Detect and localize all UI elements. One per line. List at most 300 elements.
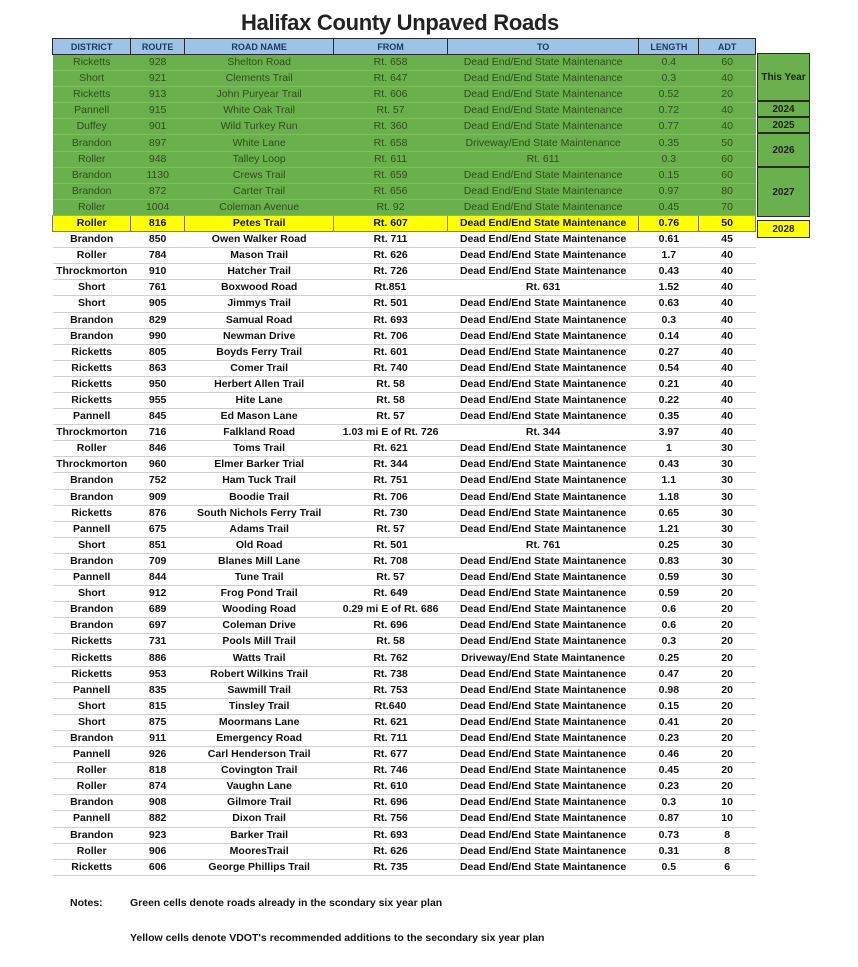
- cell-district: Brandon: [53, 232, 131, 248]
- cell-from: Rt. 711: [334, 730, 447, 746]
- cell-district: Pannell: [53, 521, 131, 537]
- cell-length: 0.45: [639, 199, 699, 215]
- cell-length: 0.52: [639, 87, 699, 103]
- cell-adt: 20: [699, 586, 756, 602]
- cell-length: 0.98: [639, 682, 699, 698]
- cell-road-name: Barker Trail: [184, 827, 333, 843]
- cell-road-name: Tinsley Trail: [184, 698, 333, 714]
- cell-road-name: Clements Trail: [184, 71, 333, 87]
- cell-to: Dead End/End State Maintenance: [447, 119, 639, 135]
- cell-route: 953: [131, 666, 185, 682]
- cell-district: Brandon: [53, 183, 131, 199]
- cell-length: 0.72: [639, 103, 699, 119]
- cell-length: 0.35: [639, 135, 699, 151]
- cell-length: 0.25: [639, 537, 699, 553]
- cell-road-name: Coleman Avenue: [184, 199, 333, 215]
- table-row: [53, 553, 756, 569]
- cell-to: Dead End/End State Maintanence: [447, 489, 639, 505]
- cell-length: 0.15: [639, 698, 699, 714]
- page-title: Halifax County Unpaved Roads: [241, 10, 559, 35]
- cell-route: 912: [131, 586, 185, 602]
- table-row: [53, 714, 756, 730]
- cell-route: 818: [131, 763, 185, 779]
- cell-district: Short: [53, 296, 131, 312]
- table-row: [53, 103, 756, 119]
- cell-road-name: Carl Henderson Trail: [184, 747, 333, 763]
- cell-from: Rt. 58: [334, 376, 447, 392]
- cell-district: Brandon: [53, 135, 131, 151]
- cell-district: Brandon: [53, 827, 131, 843]
- cell-to: Dead End/End State Maintenance: [447, 215, 639, 231]
- cell-route: 845: [131, 409, 185, 425]
- cell-district: Short: [53, 537, 131, 553]
- cell-route: 948: [131, 151, 185, 167]
- cell-length: 0.43: [639, 264, 699, 280]
- table-row: [53, 859, 756, 875]
- cell-road-name: White Lane: [184, 135, 333, 151]
- cell-from: Rt. 606: [334, 87, 447, 103]
- cell-adt: 30: [699, 441, 756, 457]
- cell-district: Roller: [53, 763, 131, 779]
- cell-from: Rt. 738: [334, 666, 447, 682]
- cell-from: Rt. 58: [334, 392, 447, 408]
- cell-district: Brandon: [53, 489, 131, 505]
- cell-route: 905: [131, 296, 185, 312]
- cell-from: Rt. 621: [334, 441, 447, 457]
- cell-length: 0.27: [639, 344, 699, 360]
- cell-adt: 20: [699, 714, 756, 730]
- cell-adt: 40: [699, 312, 756, 328]
- cell-road-name: Sawmill Trail: [184, 682, 333, 698]
- cell-length: 0.45: [639, 763, 699, 779]
- cell-road-name: Toms Trail: [184, 441, 333, 457]
- table-row: [53, 71, 756, 87]
- cell-from: Rt. 626: [334, 248, 447, 264]
- cell-from: 0.29 mi E of Rt. 686: [334, 602, 447, 618]
- cell-length: 0.23: [639, 730, 699, 746]
- cell-road-name: Comer Trail: [184, 360, 333, 376]
- cell-from: Rt. 360: [334, 119, 447, 135]
- cell-length: 0.63: [639, 296, 699, 312]
- cell-length: 0.43: [639, 457, 699, 473]
- cell-adt: 40: [699, 280, 756, 296]
- cell-route: 928: [131, 55, 185, 71]
- cell-road-name: Ham Tuck Trail: [184, 473, 333, 489]
- table-row: [53, 296, 756, 312]
- notes-label: Notes:: [70, 897, 103, 909]
- cell-to: Dead End/End State Maintanence: [447, 698, 639, 714]
- cell-length: 0.54: [639, 360, 699, 376]
- cell-length: 0.65: [639, 505, 699, 521]
- cell-district: Pannell: [53, 682, 131, 698]
- cell-from: Rt. 711: [334, 232, 447, 248]
- cell-adt: 20: [699, 602, 756, 618]
- cell-adt: 8: [699, 827, 756, 843]
- cell-adt: 20: [699, 682, 756, 698]
- cell-from: Rt.640: [334, 698, 447, 714]
- cell-adt: 30: [699, 537, 756, 553]
- cell-from: Rt. 658: [334, 135, 447, 151]
- cell-district: Ricketts: [53, 392, 131, 408]
- table-row: [53, 747, 756, 763]
- cell-route: 911: [131, 730, 185, 746]
- cell-route: 1004: [131, 199, 185, 215]
- table-header-row: [53, 39, 756, 55]
- cell-to: Dead End/End State Maintanence: [447, 827, 639, 843]
- cell-from: Rt. 762: [334, 650, 447, 666]
- cell-district: Short: [53, 280, 131, 296]
- cell-route: 906: [131, 843, 185, 859]
- cell-road-name: Frog Pond Trail: [184, 586, 333, 602]
- cell-to: Dead End/End State Maintanence: [447, 682, 639, 698]
- header-route: ROUTE: [131, 39, 185, 55]
- cell-adt: 40: [699, 264, 756, 280]
- cell-to: Dead End/End State Maintenance: [447, 71, 639, 87]
- cell-length: 0.47: [639, 666, 699, 682]
- table-row: [53, 682, 756, 698]
- cell-route: 689: [131, 602, 185, 618]
- cell-road-name: Mason Trail: [184, 248, 333, 264]
- table-row: [53, 505, 756, 521]
- cell-road-name: John Puryear Trail: [184, 87, 333, 103]
- cell-to: Dead End/End State Maintanence: [447, 763, 639, 779]
- cell-road-name: Moormans Lane: [184, 714, 333, 730]
- cell-to: Dead End/End State Maintanence: [447, 586, 639, 602]
- cell-route: 844: [131, 570, 185, 586]
- cell-length: 0.5: [639, 859, 699, 875]
- table-row: [53, 586, 756, 602]
- cell-route: 901: [131, 119, 185, 135]
- table-row: [53, 441, 756, 457]
- cell-road-name: Samual Road: [184, 312, 333, 328]
- table-row: [53, 360, 756, 376]
- cell-route: 913: [131, 87, 185, 103]
- cell-adt: 20: [699, 87, 756, 103]
- cell-route: 752: [131, 473, 185, 489]
- cell-district: Brandon: [53, 795, 131, 811]
- cell-from: Rt. 696: [334, 795, 447, 811]
- cell-route: 697: [131, 618, 185, 634]
- cell-adt: 20: [699, 763, 756, 779]
- cell-road-name: Pools Mill Trail: [184, 634, 333, 650]
- cell-road-name: Jimmys Trail: [184, 296, 333, 312]
- cell-road-name: MooresTrail: [184, 843, 333, 859]
- cell-route: 909: [131, 489, 185, 505]
- cell-route: 850: [131, 232, 185, 248]
- cell-road-name: White Oak Trail: [184, 103, 333, 119]
- cell-to: Dead End/End State Maintanence: [447, 811, 639, 827]
- cell-district: Ricketts: [53, 650, 131, 666]
- cell-to: Driveway/End State Maintenance: [447, 135, 639, 151]
- cell-route: 1130: [131, 167, 185, 183]
- cell-road-name: Elmer Barker Trial: [184, 457, 333, 473]
- table-row: [53, 215, 756, 231]
- side-label-2028: 2028: [757, 220, 810, 238]
- cell-district: Short: [53, 698, 131, 714]
- table-row: [53, 666, 756, 682]
- table-row: [53, 473, 756, 489]
- cell-district: Roller: [53, 215, 131, 231]
- cell-from: Rt. 58: [334, 634, 447, 650]
- cell-road-name: George Phillips Trail: [184, 859, 333, 875]
- cell-adt: 50: [699, 215, 756, 231]
- table-row: [53, 811, 756, 827]
- table-row: [53, 570, 756, 586]
- cell-adt: 60: [699, 167, 756, 183]
- cell-district: Brandon: [53, 312, 131, 328]
- cell-from: Rt. 501: [334, 537, 447, 553]
- cell-district: Ricketts: [53, 360, 131, 376]
- cell-district: Brandon: [53, 730, 131, 746]
- cell-to: Dead End/End State Maintanence: [447, 441, 639, 457]
- table-row: [53, 634, 756, 650]
- cell-to: Dead End/End State Maintanence: [447, 634, 639, 650]
- cell-length: 0.97: [639, 183, 699, 199]
- cell-adt: 40: [699, 119, 756, 135]
- cell-from: Rt. 621: [334, 714, 447, 730]
- cell-road-name: Robert Wilkins Trail: [184, 666, 333, 682]
- table-row: [53, 312, 756, 328]
- header-to: TO: [447, 39, 639, 55]
- table-row: [53, 827, 756, 843]
- cell-route: 990: [131, 328, 185, 344]
- cell-length: 0.21: [639, 376, 699, 392]
- cell-route: 815: [131, 698, 185, 714]
- cell-route: 816: [131, 215, 185, 231]
- cell-to: Dead End/End State Maintenance: [447, 232, 639, 248]
- cell-road-name: Adams Trail: [184, 521, 333, 537]
- table-row: [53, 763, 756, 779]
- table-row: [53, 843, 756, 859]
- cell-route: 960: [131, 457, 185, 473]
- cell-route: 876: [131, 505, 185, 521]
- cell-length: 0.76: [639, 215, 699, 231]
- cell-road-name: South Nichols Ferry Trail: [184, 505, 333, 521]
- cell-route: 716: [131, 425, 185, 441]
- table-row: [53, 151, 756, 167]
- cell-length: 0.3: [639, 71, 699, 87]
- header-adt: ADT: [699, 39, 756, 55]
- cell-length: 0.31: [639, 843, 699, 859]
- cell-to: Dead End/End State Maintanence: [447, 779, 639, 795]
- cell-from: Rt. 601: [334, 344, 447, 360]
- cell-to: Dead End/End State Maintanence: [447, 843, 639, 859]
- cell-adt: 10: [699, 811, 756, 827]
- table-row: [53, 232, 756, 248]
- cell-district: Brandon: [53, 328, 131, 344]
- cell-to: Dead End/End State Maintenance: [447, 55, 639, 71]
- cell-to: Dead End/End State Maintanence: [447, 747, 639, 763]
- cell-length: 0.46: [639, 747, 699, 763]
- cell-to: Dead End/End State Maintanence: [447, 409, 639, 425]
- side-label-this-year: This Year: [757, 53, 810, 101]
- table-row: [53, 280, 756, 296]
- cell-district: Ricketts: [53, 344, 131, 360]
- cell-length: 0.59: [639, 586, 699, 602]
- cell-road-name: Boxwood Road: [184, 280, 333, 296]
- cell-length: 1.1: [639, 473, 699, 489]
- cell-district: Short: [53, 714, 131, 730]
- cell-route: 851: [131, 537, 185, 553]
- cell-from: Rt. 751: [334, 473, 447, 489]
- cell-to: Dead End/End State Maintanence: [447, 328, 639, 344]
- cell-road-name: Old Road: [184, 537, 333, 553]
- table-row: [53, 199, 756, 215]
- cell-to: Rt. 611: [447, 151, 639, 167]
- cell-from: Rt. 693: [334, 827, 447, 843]
- cell-road-name: Crews Trail: [184, 167, 333, 183]
- cell-route: 955: [131, 392, 185, 408]
- cell-district: Roller: [53, 843, 131, 859]
- cell-route: 874: [131, 779, 185, 795]
- notes-yellow: Yellow cells denote VDOT's recommended additions to the secondary six year plan: [130, 932, 545, 944]
- cell-from: Rt. 753: [334, 682, 447, 698]
- cell-route: 829: [131, 312, 185, 328]
- cell-road-name: Falkland Road: [184, 425, 333, 441]
- cell-road-name: Emergency Road: [184, 730, 333, 746]
- cell-from: Rt. 735: [334, 859, 447, 875]
- table-row: [53, 650, 756, 666]
- table-row: [53, 87, 756, 103]
- cell-from: Rt. 647: [334, 71, 447, 87]
- cell-from: Rt. 607: [334, 215, 447, 231]
- cell-to: Dead End/End State Maintanence: [447, 473, 639, 489]
- cell-adt: 30: [699, 553, 756, 569]
- cell-district: Ricketts: [53, 376, 131, 392]
- cell-length: 0.6: [639, 602, 699, 618]
- cell-district: Brandon: [53, 602, 131, 618]
- cell-district: Ricketts: [53, 55, 131, 71]
- cell-adt: 70: [699, 199, 756, 215]
- cell-district: Ricketts: [53, 634, 131, 650]
- cell-route: 921: [131, 71, 185, 87]
- cell-road-name: Covington Trail: [184, 763, 333, 779]
- cell-from: Rt. 57: [334, 521, 447, 537]
- cell-to: Dead End/End State Maintanence: [447, 570, 639, 586]
- table-row: [53, 248, 756, 264]
- cell-length: 0.3: [639, 312, 699, 328]
- cell-road-name: Gilmore Trail: [184, 795, 333, 811]
- cell-adt: 40: [699, 344, 756, 360]
- cell-district: Roller: [53, 248, 131, 264]
- cell-adt: 10: [699, 795, 756, 811]
- cell-road-name: Wooding Road: [184, 602, 333, 618]
- cell-to: Dead End/End State Maintanence: [447, 312, 639, 328]
- cell-adt: 8: [699, 843, 756, 859]
- cell-from: Rt. 756: [334, 811, 447, 827]
- cell-to: Rt. 761: [447, 537, 639, 553]
- cell-to: Dead End/End State Maintanence: [447, 730, 639, 746]
- cell-from: Rt. 746: [334, 763, 447, 779]
- cell-district: Ricketts: [53, 666, 131, 682]
- cell-district: Brandon: [53, 553, 131, 569]
- table-row: [53, 409, 756, 425]
- cell-to: Dead End/End State Maintanence: [447, 714, 639, 730]
- table-row: [53, 537, 756, 553]
- cell-route: 897: [131, 135, 185, 151]
- cell-adt: 40: [699, 392, 756, 408]
- cell-road-name: Petes Trail: [184, 215, 333, 231]
- cell-adt: 20: [699, 618, 756, 634]
- cell-road-name: Newman Drive: [184, 328, 333, 344]
- cell-from: Rt. 677: [334, 747, 447, 763]
- table-row: [53, 167, 756, 183]
- cell-to: Dead End/End State Maintanence: [447, 392, 639, 408]
- cell-adt: 20: [699, 747, 756, 763]
- table-row: [53, 489, 756, 505]
- cell-adt: 30: [699, 457, 756, 473]
- cell-district: Roller: [53, 199, 131, 215]
- side-label-2025: 2025: [757, 117, 810, 133]
- cell-from: Rt. 708: [334, 553, 447, 569]
- cell-length: 0.35: [639, 409, 699, 425]
- cell-to: Dead End/End State Maintenance: [447, 199, 639, 215]
- cell-length: 0.59: [639, 570, 699, 586]
- cell-road-name: Hite Lane: [184, 392, 333, 408]
- cell-from: Rt. 656: [334, 183, 447, 199]
- cell-adt: 45: [699, 232, 756, 248]
- cell-from: 1.03 mi E of Rt. 726: [334, 425, 447, 441]
- cell-road-name: Owen Walker Road: [184, 232, 333, 248]
- cell-from: Rt. 696: [334, 618, 447, 634]
- cell-adt: 80: [699, 183, 756, 199]
- table-row: [53, 618, 756, 634]
- cell-adt: 40: [699, 71, 756, 87]
- cell-route: 910: [131, 264, 185, 280]
- cell-length: 0.87: [639, 811, 699, 827]
- cell-adt: 20: [699, 666, 756, 682]
- cell-adt: 30: [699, 521, 756, 537]
- cell-from: Rt. 649: [334, 586, 447, 602]
- cell-adt: 20: [699, 779, 756, 795]
- table-row: [53, 425, 756, 441]
- cell-length: 0.73: [639, 827, 699, 843]
- cell-adt: 6: [699, 859, 756, 875]
- header-length: LENGTH: [639, 39, 699, 55]
- cell-from: Rt. 626: [334, 843, 447, 859]
- table-row: [53, 376, 756, 392]
- cell-to: Dead End/End State Maintanence: [447, 344, 639, 360]
- cell-district: Pannell: [53, 747, 131, 763]
- cell-road-name: Hatcher Trail: [184, 264, 333, 280]
- header-road-name: ROAD NAME: [184, 39, 333, 55]
- cell-length: 0.23: [639, 779, 699, 795]
- table-row: [53, 183, 756, 199]
- cell-length: 0.61: [639, 232, 699, 248]
- cell-from: Rt. 610: [334, 779, 447, 795]
- cell-to: Dead End/End State Maintanence: [447, 618, 639, 634]
- cell-district: Brandon: [53, 618, 131, 634]
- cell-adt: 40: [699, 328, 756, 344]
- cell-district: Brandon: [53, 167, 131, 183]
- cell-adt: 30: [699, 473, 756, 489]
- cell-route: 875: [131, 714, 185, 730]
- cell-to: Rt. 344: [447, 425, 639, 441]
- cell-district: Duffey: [53, 119, 131, 135]
- cell-route: 784: [131, 248, 185, 264]
- cell-adt: 50: [699, 135, 756, 151]
- cell-to: Dead End/End State Maintanence: [447, 457, 639, 473]
- cell-district: Pannell: [53, 103, 131, 119]
- cell-to: Rt. 631: [447, 280, 639, 296]
- cell-district: Short: [53, 71, 131, 87]
- cell-length: 3.97: [639, 425, 699, 441]
- cell-from: Rt. 501: [334, 296, 447, 312]
- cell-to: Dead End/End State Maintanence: [447, 553, 639, 569]
- cell-route: 926: [131, 747, 185, 763]
- cell-from: Rt. 57: [334, 570, 447, 586]
- cell-road-name: Dixon Trail: [184, 811, 333, 827]
